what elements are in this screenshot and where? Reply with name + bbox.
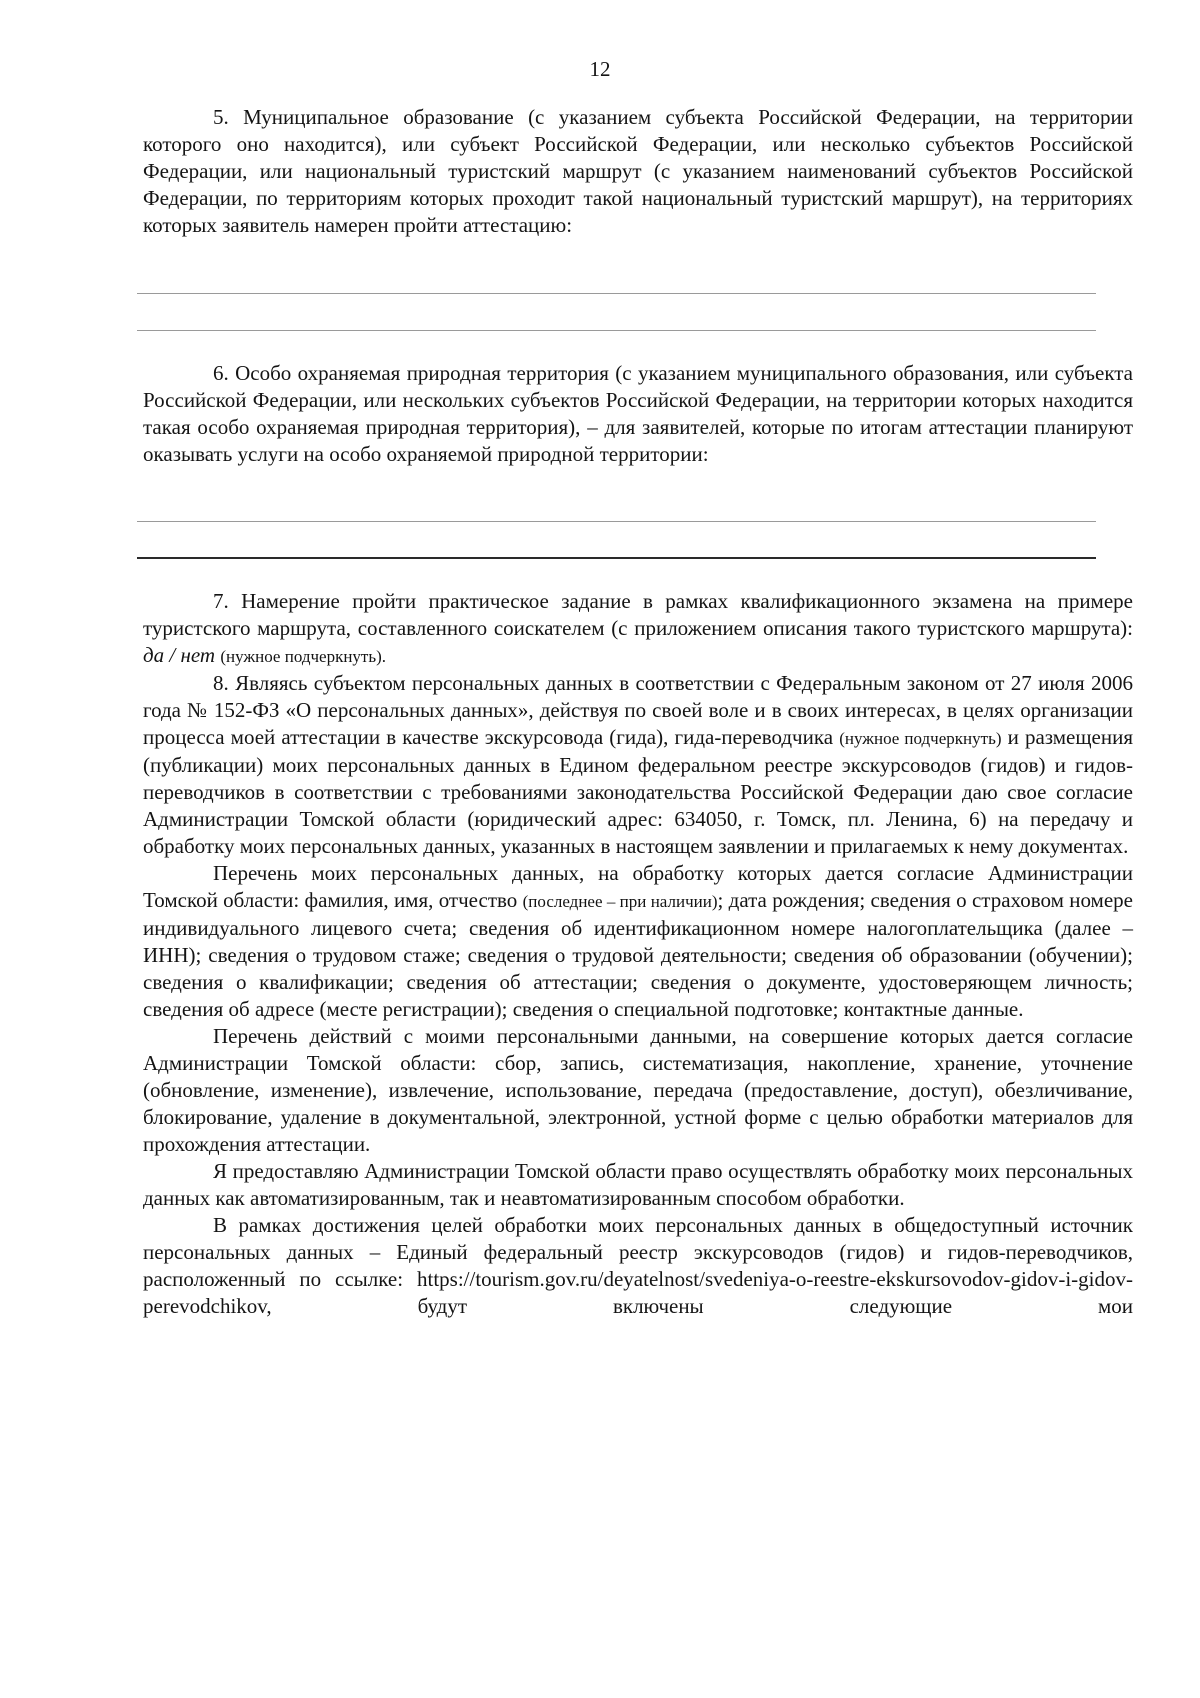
processing-right: Я предоставляю Администрации Томской области право осуществлять обработку моих персональных данных как автоматизированным, так и неавтоматизированным способом обработки. [143,1159,1133,1210]
item-6-fill-line-2[interactable] [137,557,1096,559]
item-5-text: 5. Муниципальное образование (с указанием субъекта Российской Федерации, на территории которого оно находится), или субъект Российской Федерации, или несколько субъектов Российской Федерации, или национальный туристский маршрут (с указанием наименований субъектов Российской Федерации, по территориям которых проходит такой национальный туристский маршрут), на территориях которых заявитель намерен пройти аттестацию: [143,105,1133,237]
item-7-choice[interactable]: да / нет [143,643,216,667]
item-6-fill-line-1[interactable] [137,521,1096,522]
personal-data-list-note: (последнее – при наличии) [522,892,718,911]
item-7-note: (нужное подчеркнуть). [220,647,387,666]
item-5-fill-line-1[interactable] [137,293,1096,294]
registry-paragraph: В рамках достижения целей обработки моих персональных данных в общедоступный источник персональных данных – Единый федеральный реестр экскурсоводов (гидов) и гидов-переводчиков, расположенный по ссылке: https://tourism.gov.ru/deyatelnost/svedeniya-o-reestre-ekskursovodov-gidov-i-gidov-perevodchikov, будут включены следующие мои [143,1213,1133,1318]
item-7 [143,588,1133,670]
actions-list: Перечень действий с моими персональными данными, на совершение которых дается согласие Администрации Томской области: сбор, запись, систематизация, накопление, хранение, уточнение (обновление, изменение), извлечение, использование, передача (предоставление, доступ), обезличивание, блокирование, удаление в документальной, электронной, устной форме с целью обработки материалов для прохождения аттестации. [143,1024,1133,1156]
personal-data-list-part1: Перечень моих персональных данных, на обработку которых дается согласие Администрации Томской области: фамилия, имя, отчество [143,861,1133,912]
item-5-fill-line-2[interactable] [137,330,1096,331]
item-7-text: 7. Намерение пройти практическое задание в рамках квалификационного экзамена на примере туристского маршрута, составленного соискателем (с приложением описания такого туристского маршрута): [143,589,1133,640]
item-8-part2: и размещения (публикации) моих персональных данных в Едином федеральном реестре экскурсоводов (гидов) и гидов-переводчиков в соответствии с требованиями законодательства Российской Федерации даю свое согласие Администрации Томской области (юридический адрес: 634050, г. Томск, пл. Ленина, 6) на передачу и обработку моих персональных данных, указанных в настоящем заявлении и прилагаемых к нему документах. [143,725,1133,858]
item-6-text: 6. Особо охраняемая природная территория (с указанием муниципального образования, или субъекта Российской Федерации, или нескольких субъектов Российской Федерации, на территории которых находится такая особо охраняемая природная территория), – для заявителей, которые по итогам аттестации планируют оказывать услуги на особо охраняемой природной территории: [143,361,1133,466]
personal-data-list-part2: ; дата рождения; сведения о страховом номере индивидуального лицевого счета; сведения об идентификационном номере налогоплательщика (далее – ИНН); сведения о трудовом стаже; сведения о трудовой деятельности; сведения об образовании (обучении); сведения о квалификации; сведения об аттестации; сведения о документе, удостоверяющем личность; сведения об адресе (месте регистрации); сведения о специальной подготовке; контактные данные. [143,888,1133,1021]
item-8-part1: 8. Являясь субъектом персональных данных в соответствии с Федеральным законом от 27 июля 2006 года № 152-ФЗ «О персональных данных», действуя по своей воле и в своих интересах, в целях организации процесса моей аттестации в качестве экскурсовода (гида), гида-переводчика [143,671,1133,749]
consent-body [143,588,1133,1320]
item-5 [143,104,1133,239]
item-8-note: (нужное подчеркнуть) [839,729,1002,748]
page-number: 12 [589,57,611,81]
item-6 [143,360,1133,468]
personal-data-list [143,860,1133,1023]
item-8 [143,670,1133,860]
